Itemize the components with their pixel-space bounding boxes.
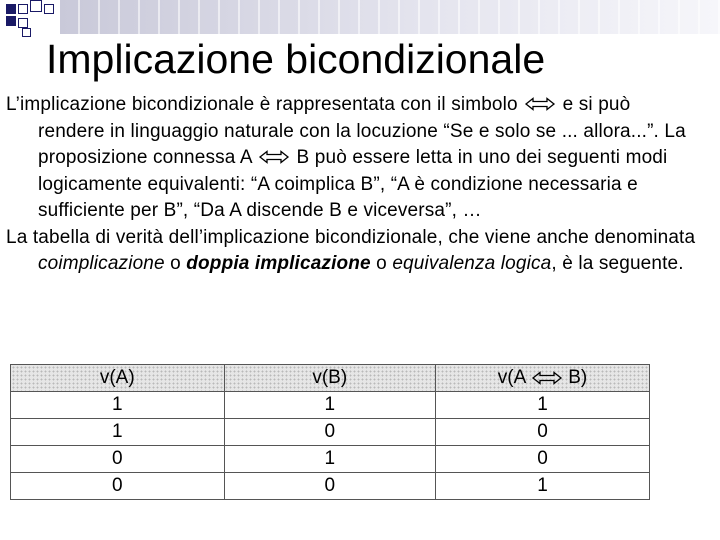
cell-va-iff-b: 0 (436, 419, 650, 446)
cell-vb: 0 (224, 473, 436, 500)
biconditional-arrow-icon (523, 97, 557, 111)
term-doppia-implicazione: doppia implicazione (186, 253, 371, 274)
table-row (11, 392, 650, 419)
slide-title: Implicazione bicondizionale (46, 36, 546, 82)
cell-vb: 0 (224, 419, 436, 446)
cell-va-iff-b: 1 (436, 473, 650, 500)
paragraph-text: e si può rendere in linguaggio naturale con la locuzione “Se e solo se ... allora...”. La proposizione connessa A (38, 94, 686, 168)
column-header-va: v(A) (11, 365, 225, 392)
paragraph-biconditional-definition (6, 92, 700, 225)
table-header-row (11, 365, 650, 392)
decor-square (30, 0, 42, 12)
term-equivalenza-logica: equivalenza logica (392, 253, 552, 274)
decor-square (44, 4, 54, 14)
truth-table (10, 364, 650, 500)
paragraph-text: La tabella di verità dell’implicazione bicondizionale, che viene anche denominata (6, 226, 696, 248)
decor-square (22, 28, 31, 37)
table-row (11, 473, 650, 500)
header-text: B) (568, 367, 588, 388)
cell-va: 0 (11, 446, 225, 473)
paragraph-text: L’implicazione bicondizionale è rappresentata con il simbolo (6, 94, 518, 115)
decor-square (6, 4, 16, 14)
cell-vb: 1 (224, 446, 436, 473)
paragraph-text: , è la seguente. (551, 253, 684, 274)
paragraph-truth-table-intro (6, 225, 700, 278)
biconditional-arrow-icon (257, 150, 291, 164)
cell-vb: 1 (224, 392, 436, 419)
header-text: v(A (497, 367, 527, 388)
decor-square (18, 4, 28, 14)
decor-square (6, 16, 16, 26)
term-coimplicazione: coimplicazione (38, 253, 165, 274)
table-row (11, 419, 650, 446)
cell-va: 0 (11, 473, 225, 500)
paragraph-text: B può essere letta in uno dei seguenti modi logicamente equivalenti: “A coimplica B”, “A è condizione necessaria e sufficiente per B”, “Da A discende B e viceversa”, … (38, 147, 668, 221)
cell-va: 1 (11, 419, 225, 446)
cell-va: 1 (11, 392, 225, 419)
table-row (11, 446, 650, 473)
column-header-va-iff-b (436, 365, 650, 392)
decor-square (18, 18, 28, 28)
biconditional-arrow-icon (530, 371, 564, 385)
slide-body (6, 92, 700, 278)
paragraph-text: o (370, 253, 393, 274)
decor-stripe (60, 0, 720, 34)
cell-va-iff-b: 1 (436, 392, 650, 419)
column-header-vb: v(B) (224, 365, 436, 392)
paragraph-text: o (164, 253, 187, 274)
cell-va-iff-b: 0 (436, 446, 650, 473)
